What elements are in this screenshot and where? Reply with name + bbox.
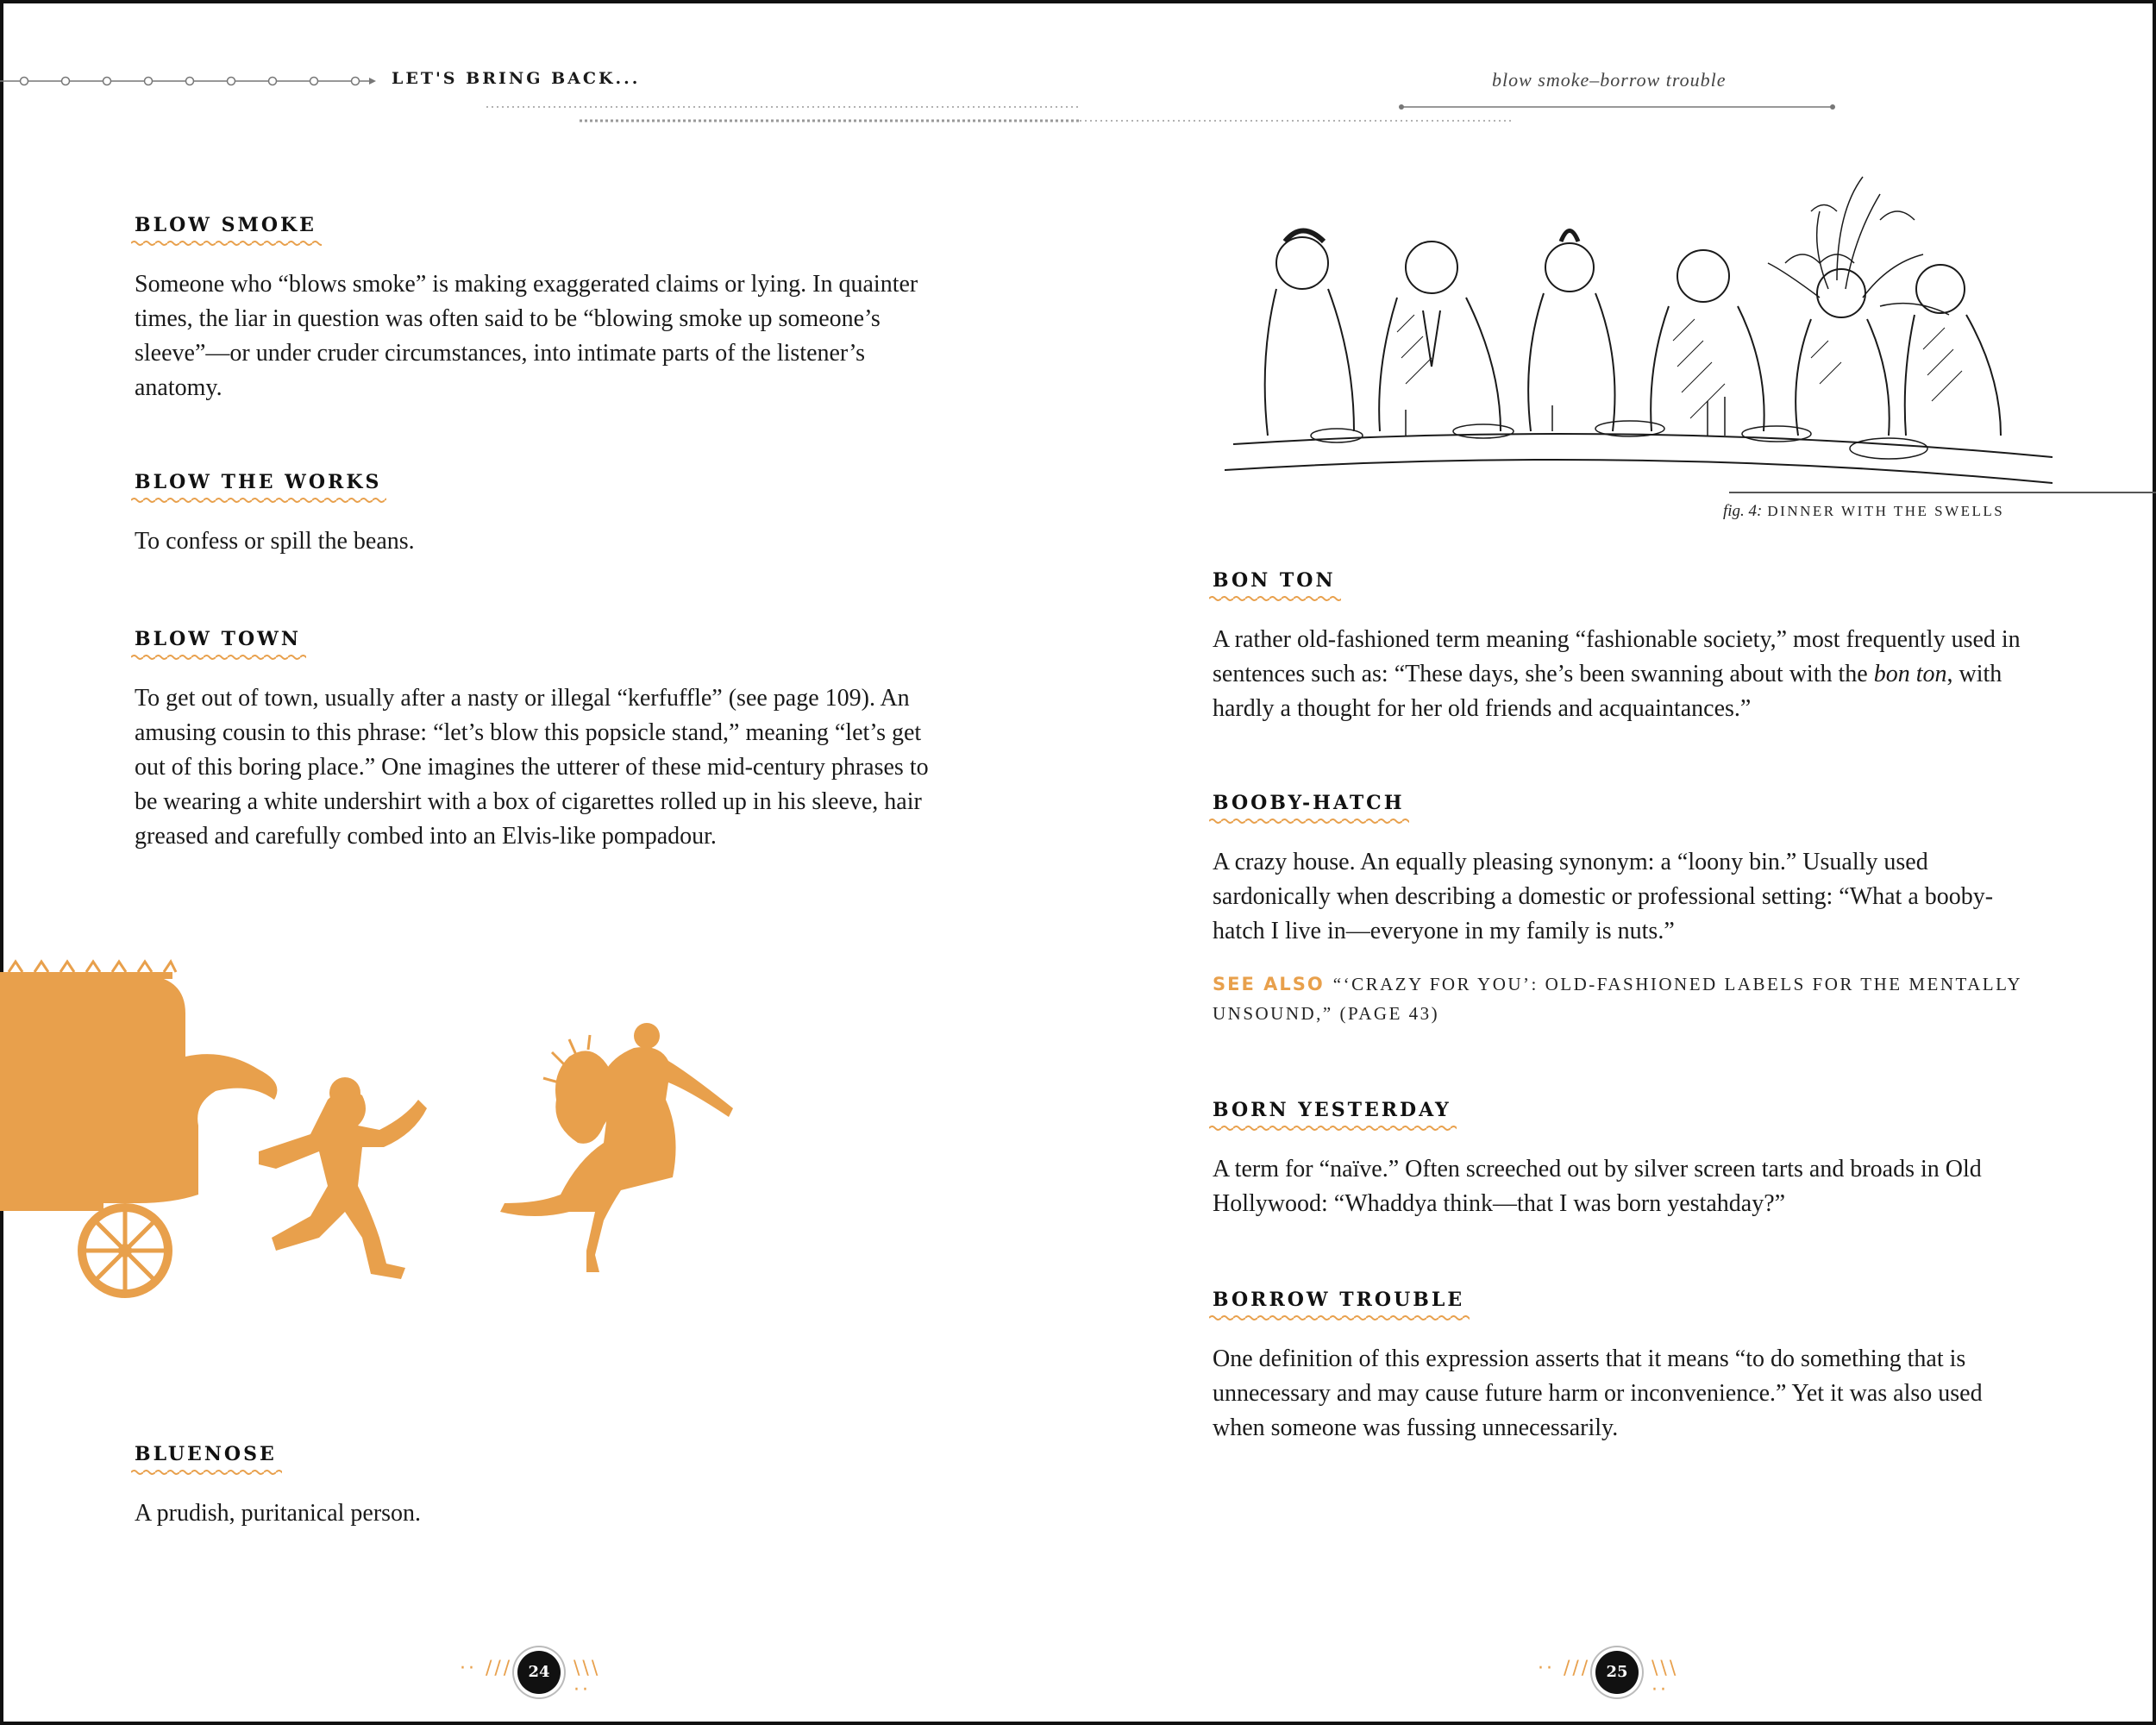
header-ornament xyxy=(0,0,2156,138)
figure-number: fig. 4: xyxy=(1723,502,1763,520)
folio-ornament: \\\ ·· xyxy=(573,1658,601,1701)
entry-blow-smoke xyxy=(135,214,937,405)
entry-definition: To confess or spill the beans. xyxy=(135,528,415,555)
page-number-badge: 25 xyxy=(1595,1651,1639,1694)
folio-ornament: \\\ ·· xyxy=(1651,1658,1679,1701)
entry-definition: To get out of town, usually after a nasty or illegal “kerfuffle” (see page 109). An amusing cousin to this phrase: “let’s blow this popsicle stand,” meaning “let’s get out of this boring place.” One imagines the utterer of these mid-century phrases to be wearing a white undershirt with a box of cigarettes rolled up in his sleeve, hair greased and carefully combed into an Elvis-like pompadour. xyxy=(135,685,929,850)
figure-caption xyxy=(1723,502,2004,521)
definition-italic: bon ton xyxy=(1873,661,1947,687)
folio-ornament: ·· /// xyxy=(1538,1658,1591,1679)
entry-borrow-trouble xyxy=(1213,1289,2023,1446)
see-also xyxy=(1213,969,2023,1028)
entry-definition: A crazy house. An equally pleasing synonym: a “loony bin.” Usually used sardonically when describing a domestic or professional setting: “What a booby-hatch I live in—everyone in my family is nuts.” xyxy=(1213,849,1994,944)
running-head-right: blow smoke–borrow trouble xyxy=(1492,69,1727,91)
page-number-badge: 24 xyxy=(517,1651,561,1694)
entry-definition: A term for “naïve.” Often screeched out by silver screen tarts and broads in Old Hollywood: “Whaddya think—that I was born yestahday?” xyxy=(1213,1156,1982,1217)
page-number-right xyxy=(1531,1647,1703,1699)
definition-part: , with hardly a thought for her old friends and acquaintances.” xyxy=(1213,661,2002,722)
entry-booby-hatch xyxy=(1213,792,2023,1028)
entry-term: BON TON xyxy=(1213,569,1336,604)
entry-term: BLOW TOWN xyxy=(135,628,301,662)
carriage-and-running-figures-silhouette-icon xyxy=(0,953,750,1315)
entry-term: BLOW SMOKE xyxy=(135,214,317,248)
dinner-party-illustration-icon xyxy=(1225,160,2053,496)
entry-born-yesterday xyxy=(1213,1099,2023,1221)
page-number-left xyxy=(453,1647,625,1699)
entry-bluenose xyxy=(135,1443,937,1531)
entry-definition xyxy=(1213,623,2023,726)
entry-term: BLOW THE WORKS xyxy=(135,471,381,505)
entry-term: BORROW TROUBLE xyxy=(1213,1289,1464,1323)
folio-ornament: ·· /// xyxy=(460,1658,513,1679)
entry-definition: A prudish, puritanical person. xyxy=(135,1500,422,1527)
see-also-link[interactable]: “‘CRAZY FOR YOU’: OLD-FASHIONED LABELS FOR THE MENTALLY UNSOUND,” (PAGE 43) xyxy=(1213,974,2022,1024)
entry-definition: Someone who “blows smoke” is making exaggerated claims or lying. In quainter times, the liar in question was often said to be “blowing smoke up someone’s sleeve”—or under cruder circumstances, into intimate parts of the listener’s anatomy. xyxy=(135,271,918,401)
entry-term: BLUENOSE xyxy=(135,1443,277,1477)
entry-term: BORN YESTERDAY xyxy=(1213,1099,1451,1133)
entry-definition: One definition of this expression asserts that it means “to do something that is unnecessary and may cause future harm or inconvenience.” Yet it was also used when someone was fussing unnecessarily. xyxy=(1213,1346,1983,1441)
running-head-left: LET'S BRING BACK... xyxy=(392,69,641,88)
caption-rule xyxy=(1729,492,2156,493)
entry-term: BOOBY-HATCH xyxy=(1213,792,1404,826)
entry-blow-town xyxy=(135,628,937,854)
entry-blow-the-works xyxy=(135,471,937,559)
see-also-label: SEE ALSO xyxy=(1213,974,1325,994)
figure-caption-text: DINNER WITH THE SWELLS xyxy=(1767,503,2005,519)
definition-part: A rather old-fashioned term meaning “fashionable society,” most frequently used in sentences such as: “These days, she’s been swanning about with the xyxy=(1213,626,2021,687)
entry-bon-ton xyxy=(1213,569,2023,726)
